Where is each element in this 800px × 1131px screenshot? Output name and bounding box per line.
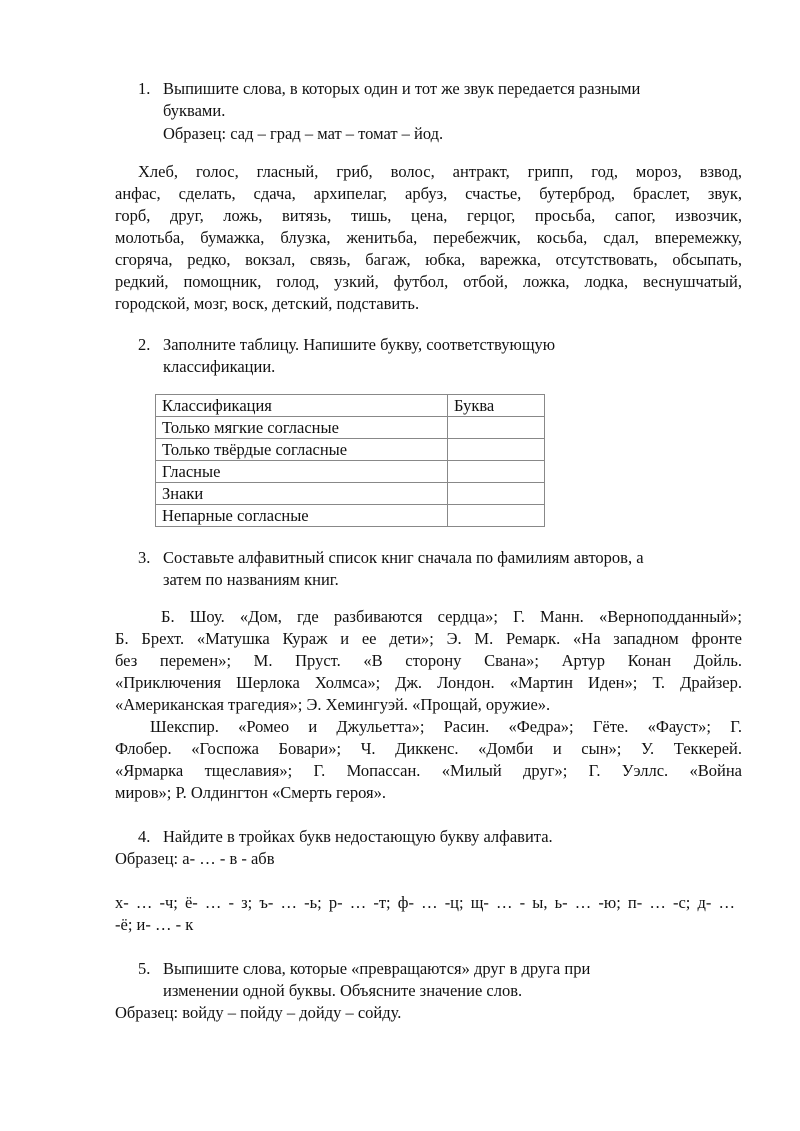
table-cell-classification: Непарные согласные [156, 505, 448, 527]
table-row [156, 439, 545, 461]
table-cell-letter[interactable] [448, 461, 545, 483]
task-3-title-line-1: Составьте алфавитный список книг сначала по фамилиям авторов, а [163, 548, 644, 567]
task-4-title: Найдите в тройках букв недостающую букву алфавита. [163, 827, 553, 846]
task-3-title-line-2: затем по названиям книг. [163, 570, 339, 589]
task-4-letters-line: -ё; и- … - к [115, 915, 194, 934]
task-1-paragraph-line: Хлеб, голос, гласный, гриб, волос, антракт, грипп, год, мороз, взвод, [138, 162, 742, 181]
task-1-paragraph-line: горб, друг, ложь, витязь, тишь, цена, герцог, просьба, сапог, извозчик, [115, 206, 742, 225]
table-cell-classification: Только твёрдые согласные [156, 439, 448, 461]
table-cell-letter[interactable] [448, 505, 545, 527]
table-row [156, 461, 545, 483]
task-3-paragraph-line: без перемен»; М. Пруст. «В сторону Свана»; Артур Конан Дойль. [115, 651, 742, 670]
table-cell-classification: Гласные [156, 461, 448, 483]
task-1-paragraph-line: молотьба, бумажка, блузка, женитьба, перебежчик, косьба, сдал, вперемежку, [115, 228, 742, 247]
task-1-paragraph-line: редкий, помощник, голод, узкий, футбол, отбой, ложка, лодка, веснушчатый, [115, 272, 742, 291]
task-3-paragraph-line: миров»; Р. Олдингтон «Смерть героя». [115, 783, 386, 802]
task-1-number: 1. [138, 79, 151, 98]
table-row [156, 417, 545, 439]
task-2-title-line-1: Заполните таблицу. Напишите букву, соответствующую [163, 335, 556, 354]
task-1-paragraph-line: сгоряча, редко, вокзал, связь, багаж, юбка, варежка, отсутствовать, обсыпать, [115, 250, 742, 269]
table-cell-letter[interactable] [448, 483, 545, 505]
table-cell-letter[interactable] [448, 417, 545, 439]
task-1-paragraph-line: городской, мозг, воск, детский, подставить. [115, 294, 420, 313]
table-cell-classification: Только мягкие согласные [156, 417, 448, 439]
task-3-paragraph-line: «Ярмарка тщеславия»; Г. Мопассан. «Милый друг»; Г. Уэллс. «Война [115, 761, 742, 780]
task-4-letters-line: х- … -ч; ё- … - з; ъ- … -ь; р- … -т; ф- … -ц; щ- … - ы, ь- … -ю; п- … -с; д- … [115, 893, 735, 912]
task-5-sample: Образец: войду – пойду – дойду – сойду. [115, 1003, 402, 1022]
task-5-title-line-2: изменении одной буквы. Объясните значение слов. [163, 981, 523, 1000]
classification-table [155, 394, 545, 527]
task-3-paragraph-line: Флобер. «Госпожа Бовари»; Ч. Диккенс. «Домби и сын»; У. Теккерей. [115, 739, 742, 758]
task-1-paragraph-line: анфас, сделать, сдача, архипелаг, арбуз, счастье, бутерброд, браслет, звук, [115, 184, 742, 203]
table-row [156, 483, 545, 505]
task-3-paragraph-line: Шекспир. «Ромео и Джульетта»; Расин. «Федра»; Гёте. «Фауст»; Г. [150, 717, 742, 736]
table-row [156, 505, 545, 527]
task-3-paragraph-line: «Американская трагедия»; Э. Хемингуэй. «Прощай, оружие». [115, 695, 551, 714]
task-3-paragraph-line: «Приключения Шерлока Холмса»; Дж. Лондон. «Мартин Иден»; Т. Драйзер. [115, 673, 742, 692]
task-3-paragraph-line: Б. Шоу. «Дом, где разбиваются сердца»; Г. Манн. «Верноподданный»; [161, 607, 742, 626]
task-1-sample: Образец: сад – град – мат – томат – йод. [163, 124, 444, 143]
table-header-row [156, 395, 545, 417]
task-3-number: 3. [138, 548, 151, 567]
table-cell-classification: Знаки [156, 483, 448, 505]
task-3-paragraph-line: Б. Брехт. «Матушка Кураж и ее дети»; Э. М. Ремарк. «На западном фронте [115, 629, 742, 648]
task-1-title-line-2: буквами. [163, 101, 226, 120]
task-2-number: 2. [138, 335, 151, 354]
task-1-title-line-1: Выпишите слова, в которых один и тот же звук передается разными [163, 79, 641, 98]
task-5-title-line-1: Выпишите слова, которые «превращаются» друг в друга при [163, 959, 591, 978]
task-2-title-line-2: классификации. [163, 357, 276, 376]
task-5-number: 5. [138, 959, 151, 978]
table-header-letter: Буква [448, 395, 545, 417]
task-4-sample: Образец: а- … - в - абв [115, 849, 275, 868]
table-cell-letter[interactable] [448, 439, 545, 461]
table-header-classification: Классификация [156, 395, 448, 417]
task-4-number: 4. [138, 827, 151, 846]
